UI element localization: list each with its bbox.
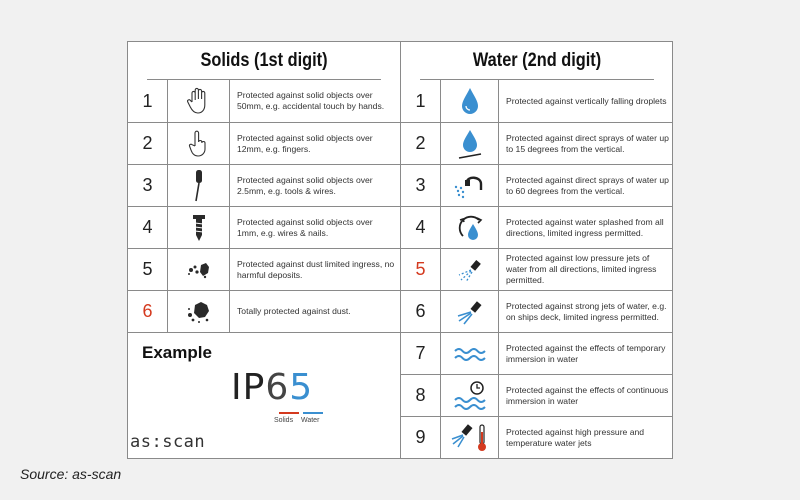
solids-desc: Protected against solid objects over 1mm, e.g. wires & nails. (237, 216, 373, 238)
solids-underline (279, 412, 299, 414)
splash-drop-icon (441, 207, 499, 248)
open-hand-icon (168, 80, 230, 122)
ip-rating-table (127, 41, 673, 459)
solids-desc: Protected against dust limited ingress, no harmful deposits. (237, 258, 395, 280)
solids-row-4 (128, 207, 400, 249)
water-row-3 (401, 165, 673, 207)
solids-num: 2 (128, 123, 168, 164)
water-row-7 (401, 333, 673, 375)
solids-desc: Protected against solid objects over 50mm, e.g. accidental touch by hands. (237, 90, 385, 111)
waves-icon (441, 333, 499, 374)
water-desc: Protected against water splashed from all directions, limited ingress permitted. (506, 216, 664, 238)
ip-digit-water: 5 (289, 367, 314, 408)
water-desc: Protected against vertically falling droplets (506, 95, 667, 106)
solids-label: Solids (274, 417, 294, 424)
tilted-drop-icon (441, 123, 499, 164)
example-panel (128, 334, 400, 458)
strong-jet-icon (441, 291, 499, 332)
solids-desc: Totally protected against dust. (237, 306, 351, 316)
water-label: Water (301, 417, 320, 424)
water-num: 6 (401, 291, 441, 332)
spray-tap-icon (441, 165, 499, 206)
water-row-1 (401, 80, 673, 123)
water-desc: Protected against direct sprays of water up to 15 degrees from the vertical. (506, 132, 669, 154)
water-drop-icon (441, 80, 499, 122)
solids-num: 6 (128, 291, 168, 332)
water-header: Water (2nd digit) (420, 42, 654, 80)
water-num: 1 (401, 80, 441, 122)
water-num: 4 (401, 207, 441, 248)
solids-row-2 (128, 123, 400, 165)
water-row-5 (401, 249, 673, 291)
solids-num: 4 (128, 207, 168, 248)
water-underline (303, 412, 323, 414)
solids-desc: Protected against solid objects over 2.5mm, e.g. tools & wires. (237, 174, 373, 196)
dense-dust-icon (168, 291, 230, 332)
water-desc: Protected against direct sprays of water up to 60 degrees from the vertical. (506, 174, 669, 196)
screw-icon (168, 207, 230, 248)
water-num: 3 (401, 165, 441, 206)
ip-prefix: IP (231, 367, 266, 408)
solids-column (128, 42, 400, 452)
solids-row-3 (128, 165, 400, 207)
water-column (400, 42, 673, 458)
water-num: 5 (401, 249, 441, 290)
solids-num: 5 (128, 249, 168, 290)
solids-num: 3 (128, 165, 168, 206)
jet-thermometer-icon (441, 417, 499, 458)
water-num: 2 (401, 123, 441, 164)
water-desc: Protected against high pressure and temperature water jets (506, 426, 645, 448)
water-desc: Protected against strong jets of water, e.g. on ships deck, limited ingress permitted. (506, 300, 667, 322)
water-desc: Protected against the effects of temporary immersion in water (506, 342, 666, 364)
dust-particles-icon (168, 249, 230, 290)
low-pressure-jet-icon (441, 249, 499, 290)
solids-row-1 (128, 80, 400, 123)
solids-row-6 (128, 291, 400, 333)
water-num: 7 (401, 333, 441, 374)
water-num: 9 (401, 417, 441, 458)
water-row-9 (401, 417, 673, 458)
waves-clock-icon (441, 375, 499, 416)
water-desc: Protected against low pressure jets of water from all directions, limited ingress permitted. (506, 253, 657, 285)
solids-desc: Protected against solid objects over 12mm, e.g. fingers. (237, 132, 373, 154)
water-num: 8 (401, 375, 441, 416)
source-caption: Source: as-scan (20, 466, 122, 482)
water-row-6 (401, 291, 673, 333)
as-scan-logo: as:scan (130, 432, 206, 452)
screwdriver-icon (168, 165, 230, 206)
ip-code-example (231, 367, 313, 408)
water-desc: Protected against the effects of continuous immersion in water (506, 384, 669, 406)
solids-num: 1 (128, 80, 168, 122)
water-row-2 (401, 123, 673, 165)
water-row-4 (401, 207, 673, 249)
example-title: Example (142, 343, 212, 362)
ip-digit-solids: 6 (265, 367, 290, 408)
water-row-8 (401, 375, 673, 417)
solids-header: Solids (1st digit) (147, 42, 381, 80)
pointing-finger-icon (168, 123, 230, 164)
solids-row-5 (128, 249, 400, 291)
